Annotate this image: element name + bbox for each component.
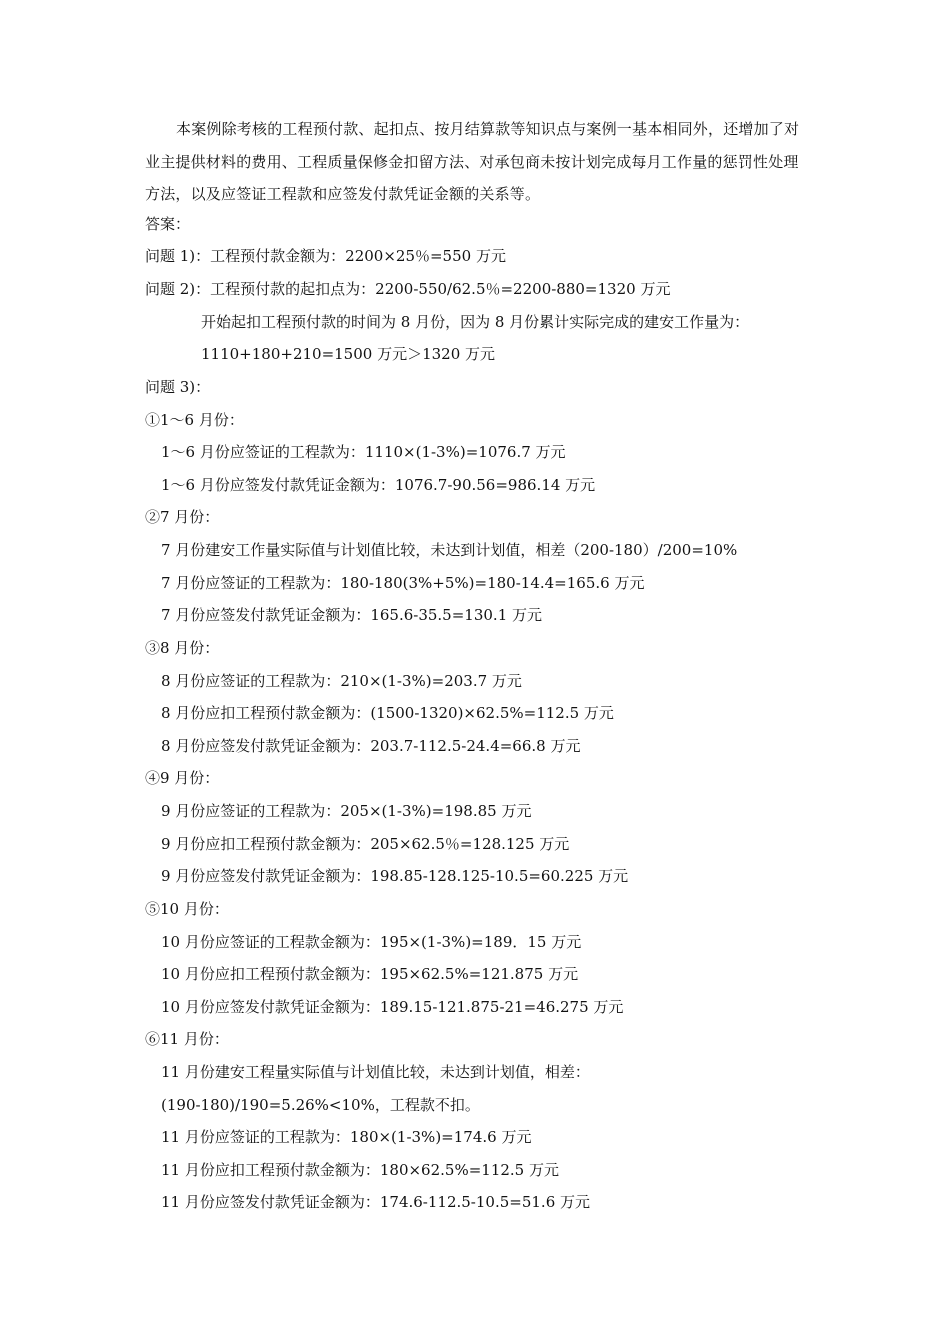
calc-line: (190-180)/190=5.26%<10%，工程款不扣。 bbox=[161, 1096, 480, 1114]
calc-line: 9 月份应扣工程预付款金额为：205×62.5％=128.125 万元 bbox=[161, 835, 570, 853]
calc-line: 9 月份应签证的工程款为：205×(1-3%)=198.85 万元 bbox=[161, 802, 532, 820]
calc-line: 7 月份建安工作量实际值与计划值比较，未达到计划值，相差（200-180）/200=10% bbox=[161, 541, 738, 559]
question-3-heading: 问题 3)： bbox=[145, 378, 211, 396]
calc-line: 7 月份应签发付款凭证金额为：165.6-35.5=130.1 万元 bbox=[161, 606, 543, 624]
calc-line: 11 月份应签证的工程款为：180×(1-3%)=174.6 万元 bbox=[161, 1128, 532, 1146]
intro-paragraph: 本案例除考核的工程预付款、起扣点、按月结算款等知识点与案例一基本相同外，还增加了对业主提供材料的费用、工程质量保修金扣留方法、对承包商未按计划完成每月工作量的惩罚性处理方法，以及应签证工程款和应签发付款凭证金额的关系等。 bbox=[145, 120, 800, 203]
calc-line: 1～6 月份应签发付款凭证金额为：1076.7-90.56=986.14 万元 bbox=[161, 476, 596, 494]
section-heading: ③8 月份： bbox=[145, 639, 220, 657]
question-1-line: 问题 1)：工程预付款金额为：2200×25％=550 万元 bbox=[145, 247, 506, 265]
question-2-detail-line: 开始起扣工程预付款的时间为 8 月份，因为 8 月份累计实际完成的建安工作量为： bbox=[201, 313, 750, 331]
calc-line: 11 月份应扣工程预付款金额为：180×62.5%=112.5 万元 bbox=[161, 1161, 559, 1179]
calc-line: 8 月份应扣工程预付款金额为：(1500-1320)×62.5%=112.5 万元 bbox=[161, 704, 614, 722]
calc-line: 10 月份应签发付款凭证金额为：189.15-121.875-21=46.275 万元 bbox=[161, 998, 624, 1016]
section-heading: ④9 月份： bbox=[145, 769, 220, 787]
calc-line: 10 月份应扣工程预付款金额为：195×62.5%=121.875 万元 bbox=[161, 965, 579, 983]
section-heading: ①1～6 月份： bbox=[145, 411, 244, 429]
calc-line: 11 月份应签发付款凭证金额为：174.6-112.5-10.5=51.6 万元 bbox=[161, 1193, 591, 1211]
section-heading: ⑤10 月份： bbox=[145, 900, 229, 918]
question-2-sum-line: 1110+180+210=1500 万元＞1320 万元 bbox=[201, 345, 496, 363]
section-heading: ②7 月份： bbox=[145, 508, 220, 526]
calc-line: 1～6 月份应签证的工程款为：1110×(1-3%)=1076.7 万元 bbox=[161, 443, 566, 461]
calc-line: 8 月份应签发付款凭证金额为：203.7-112.5-24.4=66.8 万元 bbox=[161, 737, 581, 755]
answer-heading: 答案： bbox=[145, 215, 191, 233]
calc-line: 8 月份应签证的工程款为：210×(1-3%)=203.7 万元 bbox=[161, 672, 522, 690]
calc-line: 11 月份建安工程量实际值与计划值比较，未达到计划值，相差： bbox=[161, 1063, 590, 1081]
section-heading: ⑥11 月份： bbox=[145, 1030, 229, 1048]
calc-line: 7 月份应签证的工程款为：180-180(3%+5%)=180-14.4=165.6 万元 bbox=[161, 574, 645, 592]
question-2-line: 问题 2)：工程预付款的起扣点为：2200-550/62.5％=2200-880=1320 万元 bbox=[145, 280, 671, 298]
calc-line: 9 月份应签发付款凭证金额为：198.85-128.125-10.5=60.225 万元 bbox=[161, 867, 629, 885]
calc-line: 10 月份应签证的工程款金额为：195×(1-3%)=189．15 万元 bbox=[161, 933, 582, 951]
